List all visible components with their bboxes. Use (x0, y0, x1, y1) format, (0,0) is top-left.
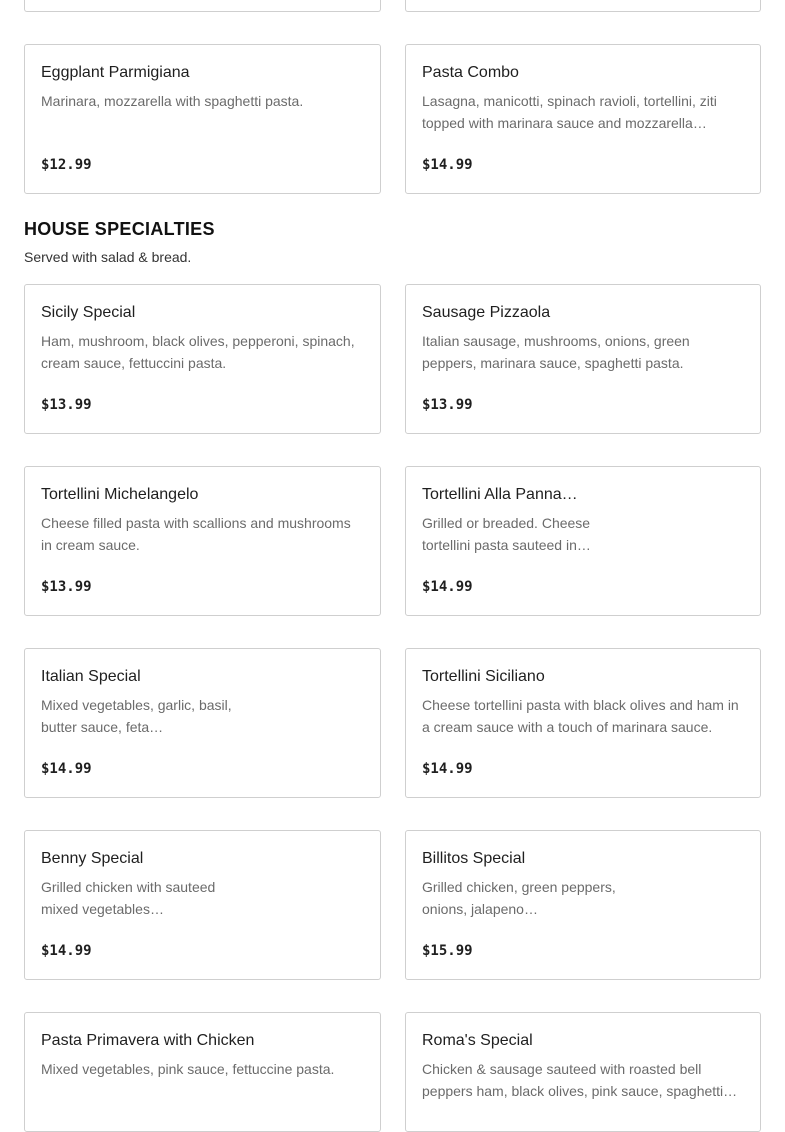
menu-item-description: Mixed vegetables, garlic, basil, butter sauce, feta… (41, 697, 232, 735)
menu-item-price: $13.99 (41, 397, 92, 413)
menu-item-price: $14.99 (422, 157, 473, 173)
menu-item-description: Grilled chicken, green peppers, onions, jalapeno… (422, 879, 616, 917)
menu-item-name: Tortellini Alla Panna… (422, 486, 578, 503)
menu-item-card[interactable] (405, 1012, 761, 1132)
menu-item-price: $14.99 (41, 943, 92, 959)
menu-item-card[interactable] (405, 830, 761, 980)
menu-item-description: Cheese filled pasta with scallions and mushrooms in cream sauce. (41, 515, 351, 553)
menu-item-name: Italian Special (41, 668, 141, 685)
menu-item-card[interactable] (24, 44, 381, 194)
menu-item-name: Sicily Special (41, 304, 136, 321)
menu-item-description: Cheese tortellini pasta with black olives and ham in a cream sauce with a touch of marinara sauce. (422, 697, 739, 735)
menu-item-price: $14.99 (41, 761, 92, 777)
menu-item-card-partial[interactable] (405, 0, 761, 12)
menu-item-name: Eggplant Parmigiana (41, 64, 190, 81)
menu-item-description: Chicken & sausage sauteed with roasted bell peppers ham, black olives, pink sauce, spaghetti… (422, 1061, 738, 1099)
menu-item-card[interactable] (24, 466, 381, 616)
section-title: HOUSE SPECIALTIES (24, 219, 215, 239)
menu-item-card[interactable] (24, 284, 381, 434)
menu-item-card[interactable] (405, 284, 761, 434)
menu-item-description: Mixed vegetables, pink sauce, fettuccine pasta. (41, 1061, 335, 1077)
menu-item-name: Roma's Special (422, 1032, 533, 1049)
menu-item-card[interactable] (24, 648, 381, 798)
menu-item-description: Italian sausage, mushrooms, onions, green peppers, marinara sauce, spaghetti pasta. (422, 333, 690, 371)
menu-item-card[interactable] (405, 648, 761, 798)
menu-item-price: $14.99 (422, 761, 473, 777)
menu-item-card[interactable] (24, 830, 381, 980)
menu-item-name: Tortellini Michelangelo (41, 486, 199, 503)
menu-item-name: Benny Special (41, 850, 144, 867)
menu-item-name: Billitos Special (422, 850, 526, 867)
menu-item-price: $15.99 (422, 943, 473, 959)
section-subtitle: Served with salad & bread. (24, 249, 192, 265)
menu-item-description: Lasagna, manicotti, spinach ravioli, tortellini, ziti topped with marinara sauce and mozzarella… (422, 93, 717, 131)
menu-item-name: Pasta Primavera with Chicken (41, 1032, 255, 1049)
menu-item-card-partial[interactable] (24, 0, 381, 12)
menu-item-card[interactable] (405, 44, 761, 194)
menu-item-price: $13.99 (422, 397, 473, 413)
menu-item-card[interactable] (405, 466, 761, 616)
menu-item-price: $12.99 (41, 157, 92, 173)
menu-item-price: $14.99 (422, 579, 473, 595)
menu-item-description: Ham, mushroom, black olives, pepperoni, spinach, cream sauce, fettuccini pasta. (41, 333, 355, 371)
menu-item-name: Sausage Pizzaola (422, 304, 551, 321)
menu-item-price: $13.99 (41, 579, 92, 595)
menu-item-description: Marinara, mozzarella with spaghetti pasta. (41, 93, 304, 109)
menu-item-description: Grilled chicken with sauteed mixed vegetables… (41, 879, 216, 917)
menu-item-description: Grilled or breaded. Cheese tortellini pasta sauteed in… (422, 515, 591, 553)
menu-item-card[interactable] (24, 1012, 381, 1132)
menu-item-name: Tortellini Siciliano (422, 668, 545, 685)
menu-item-name: Pasta Combo (422, 64, 519, 81)
